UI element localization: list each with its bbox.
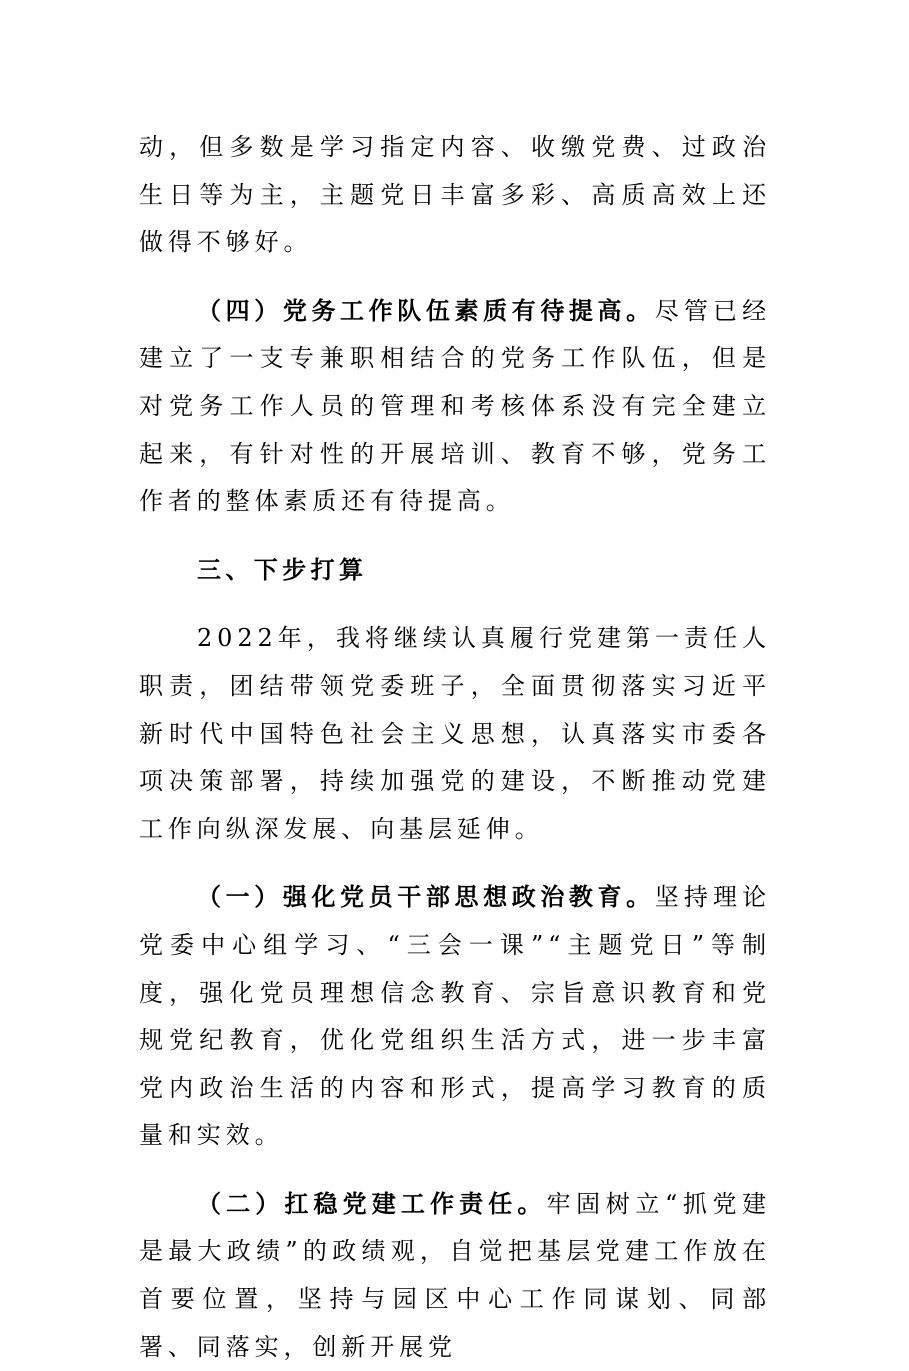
paragraph-plan-intro (139, 615, 771, 853)
paragraph-heading: （四）党务工作队伍素质有待提高。 (197, 296, 655, 325)
document-body (139, 124, 771, 1371)
paragraph-text: 2022年，我将继续认真履行党建第一责任人职责，团结带领党委班子，全面贯彻落实习近平新时代中国特色社会主义思想，认真落实市委各项决策部署，持续加强党的建设，不断推动党建工作向纵深发展、向基层延伸。 (139, 624, 771, 843)
paragraph-heading: （二）扛稳党建工作责任。 (197, 1189, 547, 1218)
paragraph-party-staff-quality (139, 288, 771, 526)
paragraph-text: 坚持理论党委中心组学习、“三会一课”“主题党日”等制度，强化党员理想信念教育、宗旨意识教育和党规党纪教育，优化党组织生活方式，进一步丰富党内政治生活的内容和形式，提高学习教育的质量和实效。 (139, 883, 771, 1150)
paragraph-continued (139, 124, 771, 267)
section-heading: 三、下步打算 (197, 555, 368, 584)
paragraph-heading: （一）强化党员干部思想政治教育。 (197, 883, 655, 912)
paragraph-text: 牢固树立“抓党建是最大政绩”的政绩观，自觉把基层党建工作放在首要位置，坚持与园区中心工作同谋划、同部署、同落实，创新开展党 (139, 1189, 771, 1361)
paragraph-text: 动，但多数是学习指定内容、收缴党费、过政治生日等为主，主题党日丰富多彩、高质高效上还做得不够好。 (139, 133, 771, 257)
paragraph-text: 尽管已经建立了一支专兼职相结合的党务工作队伍，但是对党务工作人员的管理和考核体系没有完全建立起来，有针对性的开展培训、教育不够，党务工作者的整体素质还有待提高。 (139, 296, 771, 516)
paragraph-ideological-education (139, 874, 771, 1160)
paragraph-party-building-responsibility (139, 1181, 771, 1371)
